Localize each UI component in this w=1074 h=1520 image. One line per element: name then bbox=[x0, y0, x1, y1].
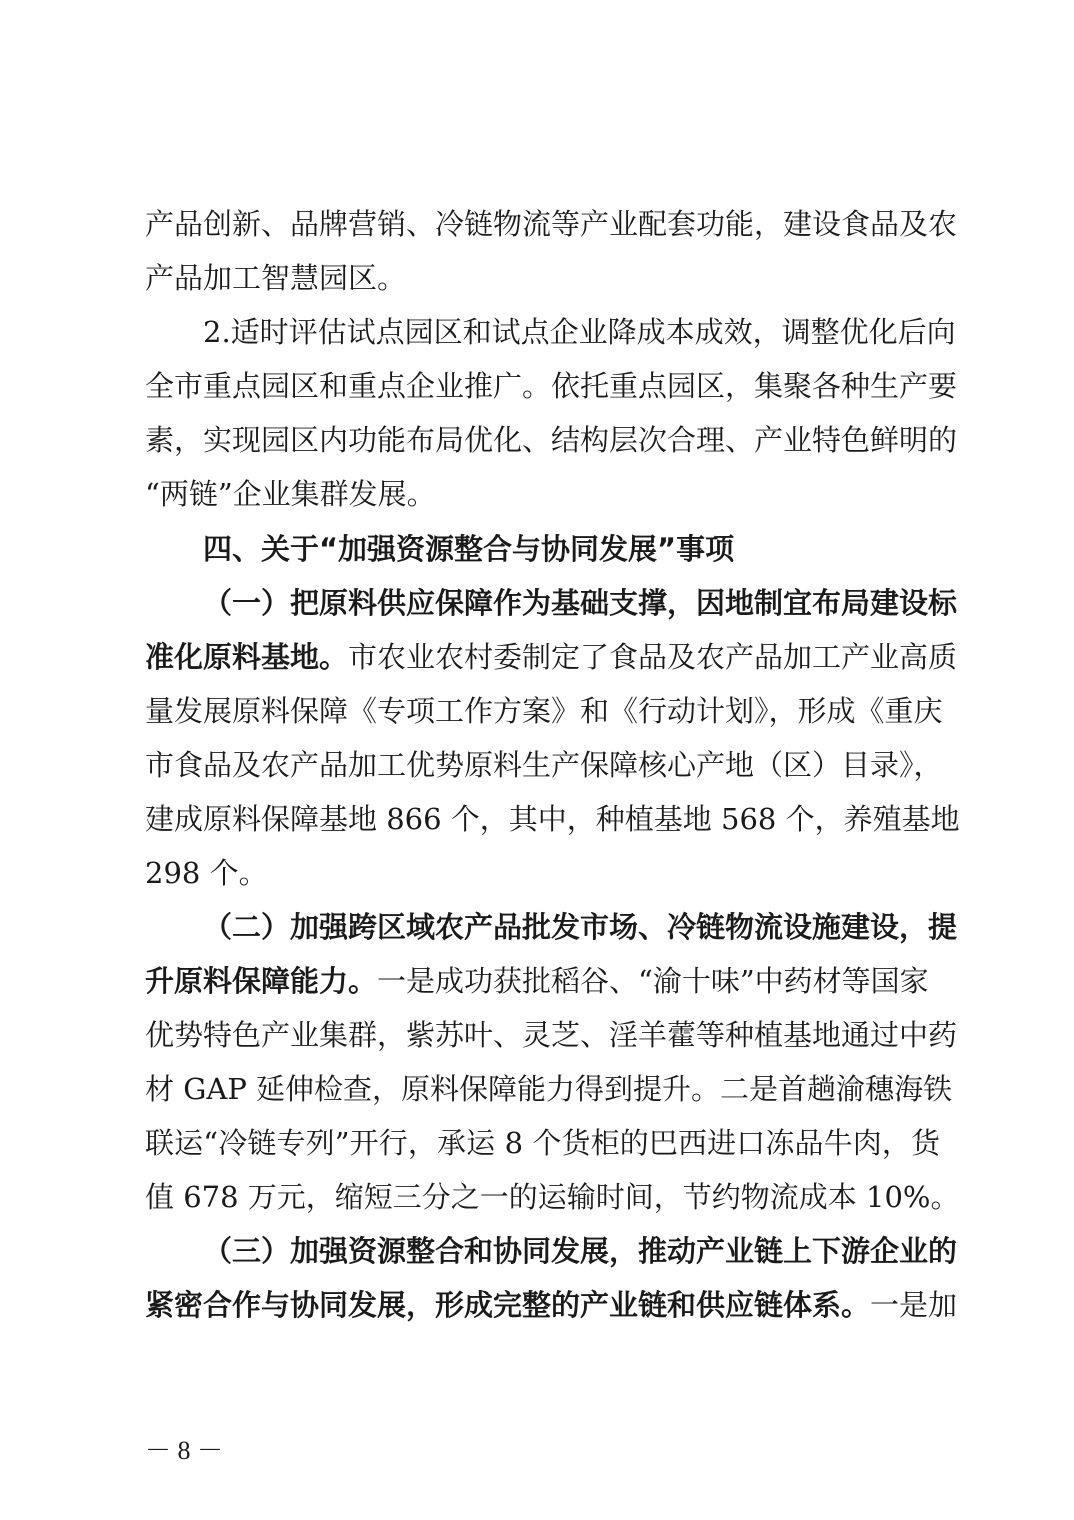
text-line: 优势特色产业集群，紫苏叶、灵芝、淫羊藿等种植基地通过中药 bbox=[145, 1018, 958, 1052]
text-line bbox=[145, 637, 958, 677]
text-line: “两链”企业集群发展。 bbox=[145, 477, 436, 511]
text-run: 一是加 bbox=[870, 1288, 958, 1322]
text-run: 一是成功获批稻谷、“渝十味”中药材等国家 bbox=[377, 964, 929, 998]
text-line: 市食品及农产品加工优势原料生产保障核心产地（区）目录》， bbox=[145, 748, 943, 782]
text-line bbox=[145, 1285, 958, 1325]
subheading-line: （二）加强跨区域农产品批发市场、冷链物流设施建设，提 bbox=[203, 910, 958, 944]
text-line: 产品加工智慧园区。 bbox=[145, 261, 407, 295]
text-line: 298 个。 bbox=[145, 856, 268, 890]
text-line: 建成原料保障基地 866 个，其中，种植基地 568 个，养殖基地 bbox=[145, 802, 960, 836]
text-line: 量发展原料保障《专项工作方案》和《行动计划》，形成《重庆 bbox=[145, 694, 943, 728]
text-line: 值 678 万元，缩短三分之一的运输时间，节约物流成本 10%。 bbox=[145, 1180, 960, 1214]
page-number: － 8 － bbox=[145, 1436, 224, 1465]
subheading-line: （一）把原料供应保障作为基础支撑，因地制宜布局建设标 bbox=[203, 586, 958, 620]
subheading-line: （三）加强资源整合和协同发展，推动产业链上下游企业的 bbox=[203, 1234, 958, 1268]
subheading-end: 紧密合作与协同发展，形成完整的产业链和供应链体系。 bbox=[145, 1288, 871, 1322]
section-heading: 四、关于“加强资源整合与协同发展”事项 bbox=[203, 532, 735, 566]
text-line bbox=[145, 961, 940, 1001]
text-line: 产品创新、品牌营销、冷链物流等产业配套功能，建设食品及农 bbox=[145, 207, 958, 241]
text-line: 2.适时评估试点园区和试点企业降成本成效，调整优化后向 bbox=[203, 315, 956, 349]
text-line: 材 GAP 延伸检查，原料保障能力得到提升。二是首趟渝穗海铁 bbox=[145, 1072, 953, 1106]
text-line: 全市重点园区和重点企业推广。依托重点园区，集聚各种生产要 bbox=[145, 369, 958, 403]
text-line: 素，实现园区内功能布局优化、结构层次合理、产业特色鲜明的 bbox=[145, 423, 958, 457]
subheading-end: 升原料保障能力。 bbox=[145, 964, 378, 998]
subheading-end: 准化原料基地。 bbox=[145, 640, 349, 674]
text-run: 市农业农村委制定了食品及农产品加工产业高质 bbox=[348, 640, 958, 674]
text-line: 联运“冷链专列”开行，承运 8 个货柜的巴西进口冻品牛肉，货 bbox=[145, 1126, 940, 1160]
